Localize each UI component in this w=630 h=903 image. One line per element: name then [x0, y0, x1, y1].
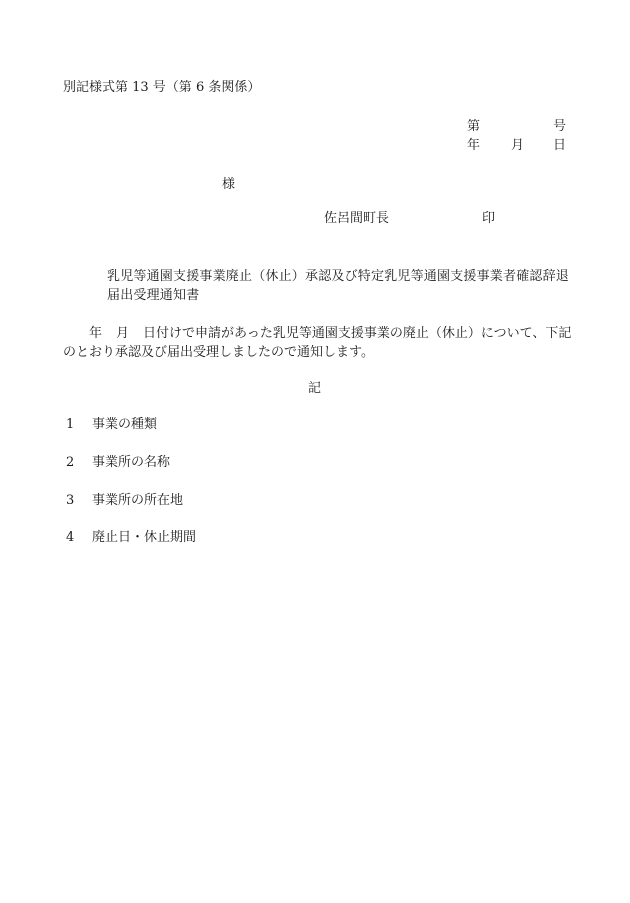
seal-mark: 印	[482, 211, 496, 226]
list-item	[66, 417, 157, 433]
document-number-suffix: 号	[553, 119, 567, 134]
item-number: 3	[66, 493, 75, 508]
item-label: 事業所の所在地	[92, 493, 184, 508]
form-label: 別記様式第 13 号（第 6 条関係）	[63, 80, 261, 95]
body-year: 年	[89, 326, 103, 341]
date-day-label: 日	[553, 138, 567, 153]
document-title: 乳児等通園支援事業廃止（休止）承認及び特定乳児等通園支援事業者確認辞退届出受理通知書	[107, 269, 570, 303]
item-number: 4	[66, 530, 75, 545]
date-month-label: 月	[511, 138, 525, 153]
date-year-label: 年	[467, 138, 481, 153]
item-label: 事業の種類	[92, 417, 158, 432]
list-item	[66, 455, 170, 471]
body-month: 月	[116, 326, 130, 341]
item-number: 1	[66, 417, 75, 432]
body-paragraph	[63, 324, 578, 362]
item-number: 2	[66, 455, 75, 470]
item-label: 廃止日・休止期間	[92, 530, 197, 545]
document-number-prefix: 第	[467, 119, 481, 134]
ki-heading: 記	[308, 381, 322, 396]
list-item	[66, 530, 196, 546]
body-rest: 日付けで申請があった乳児等通園支援事業の廃止（休止）について、下記のとおり承認及び届出受理しましたので通知します。	[63, 326, 572, 360]
recipient-honorific: 様	[222, 177, 236, 192]
issuer-title: 佐呂間町長	[324, 211, 390, 226]
item-label: 事業所の名称	[92, 455, 171, 470]
list-item	[66, 493, 183, 509]
